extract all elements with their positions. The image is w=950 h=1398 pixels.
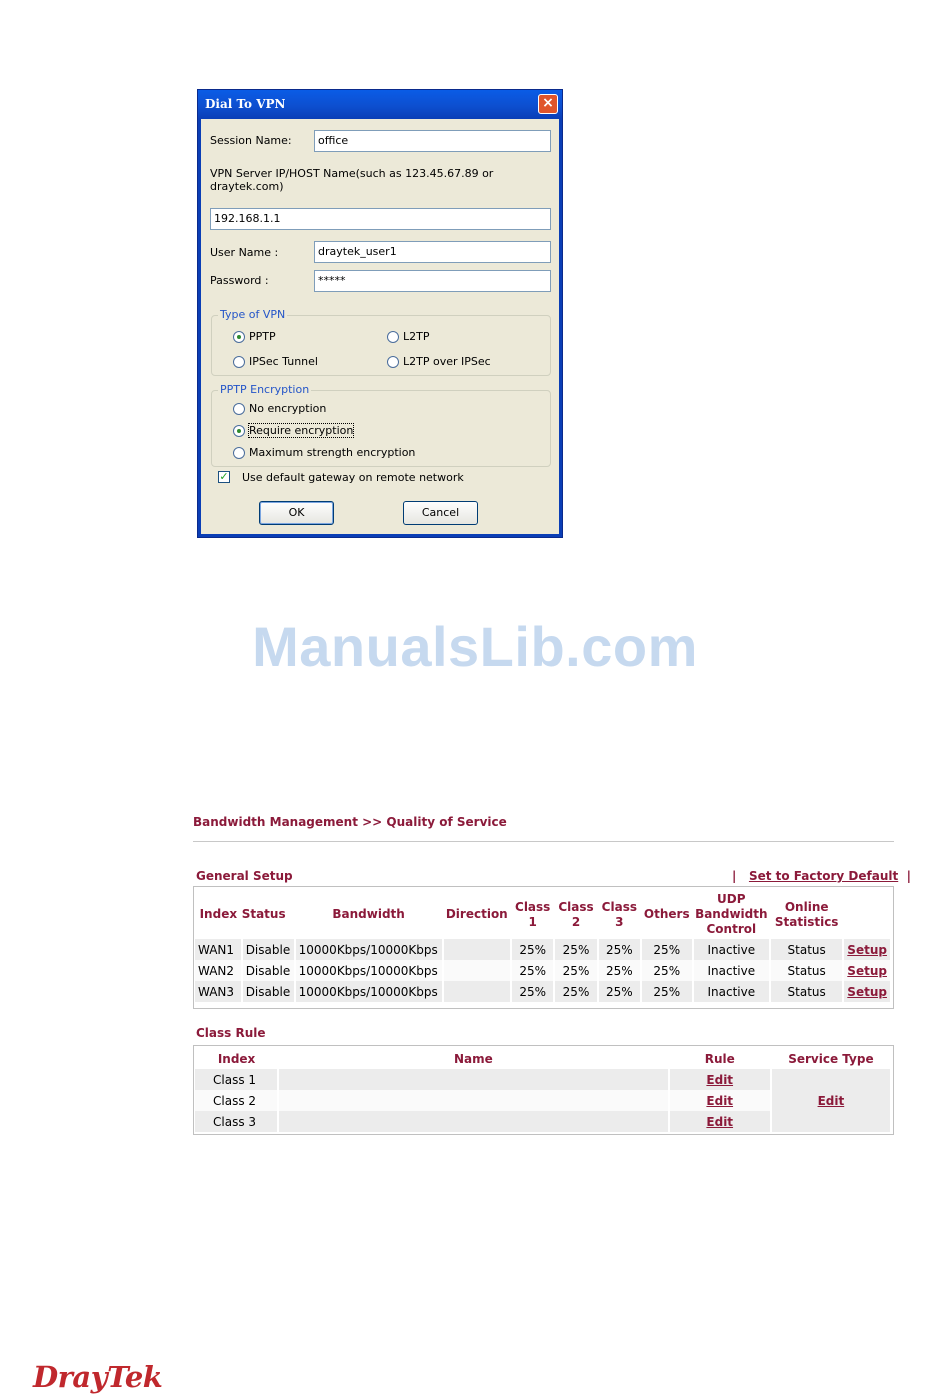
radio-pptp-label: PPTP <box>249 330 276 343</box>
encryption-legend: PPTP Encryption <box>220 383 310 396</box>
cell-others: 25% <box>641 939 693 960</box>
radio-l2tp-over-ipsec[interactable] <box>387 356 399 368</box>
user-name-input[interactable]: draytek_user1 <box>314 241 551 263</box>
server-input[interactable]: 192.168.1.1 <box>210 208 551 230</box>
cell-udp: Inactive <box>693 981 771 1002</box>
radio-require-encryption[interactable] <box>233 425 245 437</box>
radio-require-encryption-label: Require encryption <box>249 424 354 437</box>
radio-ipsec-tunnel[interactable] <box>233 356 245 368</box>
col-direction: Direction <box>445 907 508 921</box>
radio-max-encryption-label: Maximum strength encryption <box>249 446 416 459</box>
cell-class-rule <box>669 1090 771 1111</box>
col-udp-a: UDP <box>717 892 746 906</box>
factory-default-area <box>732 869 911 883</box>
ok-button[interactable]: OK <box>259 501 334 525</box>
edit-rule-link[interactable]: Edit <box>706 1093 734 1108</box>
col-class1-a: Class <box>515 899 551 914</box>
dialog-titlebar[interactable] <box>198 90 562 119</box>
col-class1 <box>511 890 554 939</box>
radio-ipsec-tunnel-label: IPSec Tunnel <box>249 355 318 368</box>
password-input[interactable]: ***** <box>314 270 551 292</box>
divider <box>193 841 894 842</box>
col-index: Index <box>199 907 238 921</box>
cell-status: Disable <box>242 981 295 1002</box>
cell-class-name <box>278 1090 669 1111</box>
general-setup-panel <box>193 886 894 1009</box>
table-row <box>195 1069 891 1090</box>
col-class3-b: 3 <box>615 914 624 929</box>
class-rule-panel <box>193 1045 894 1135</box>
cell-direction <box>443 981 511 1002</box>
default-gateway-checkbox[interactable]: ✓ <box>219 470 229 483</box>
col-others: Others <box>643 907 690 921</box>
col-action <box>843 890 891 939</box>
radio-l2tp-label: L2TP <box>403 330 430 343</box>
cell-class1: 25% <box>511 939 554 960</box>
radio-l2tp[interactable] <box>387 331 399 343</box>
cell-action <box>843 981 891 1002</box>
cell-online: Status <box>770 960 843 981</box>
cell-class2: 25% <box>554 939 597 960</box>
cell-class-rule <box>669 1069 771 1090</box>
cell-class2: 25% <box>554 981 597 1002</box>
table-row <box>195 960 891 981</box>
setup-link[interactable]: Setup <box>847 963 887 978</box>
cell-class2: 25% <box>554 960 597 981</box>
cell-class-rule <box>669 1111 771 1132</box>
col-bandwidth: Bandwidth <box>332 907 405 921</box>
cell-udp: Inactive <box>693 939 771 960</box>
cell-class-index: Class 2 <box>195 1090 278 1111</box>
vpn-type-group <box>211 308 551 376</box>
close-icon[interactable]: × <box>538 94 558 114</box>
class-rule-title: Class Rule <box>196 1026 266 1040</box>
cell-udp: Inactive <box>693 960 771 981</box>
draytek-logo: DrayTek <box>33 1360 163 1394</box>
col-udp-b: Bandwidth <box>695 907 768 921</box>
setup-link[interactable]: Setup <box>847 942 887 957</box>
cell-service-type <box>771 1069 891 1132</box>
radio-no-encryption-label: No encryption <box>249 402 327 415</box>
cell-index: WAN2 <box>195 960 242 981</box>
edit-rule-link[interactable]: Edit <box>706 1114 734 1129</box>
cell-class-name <box>278 1111 669 1132</box>
col-udp-c: Control <box>706 922 757 936</box>
watermark: ManualsLib.com <box>252 615 698 678</box>
cell-online: Status <box>770 981 843 1002</box>
cell-bandwidth: 10000Kbps/10000Kbps <box>295 960 443 981</box>
col-service-type: Service Type <box>788 1052 874 1066</box>
server-label: VPN Server IP/HOST Name(such as 123.45.67.89 or draytek.com) <box>210 167 494 193</box>
general-setup-title: General Setup <box>196 869 293 883</box>
setup-link[interactable]: Setup <box>847 984 887 999</box>
default-gateway-label: Use default gateway on remote network <box>242 471 464 484</box>
col-online-b: Statistics <box>774 914 839 929</box>
edit-service-type-link[interactable]: Edit <box>817 1093 845 1108</box>
password-label: Password : <box>210 274 269 287</box>
cell-status: Disable <box>242 939 295 960</box>
cell-others: 25% <box>641 981 693 1002</box>
col-class2-a: Class <box>558 899 594 914</box>
cell-action <box>843 939 891 960</box>
factory-sep-right: | <box>906 869 911 883</box>
class-rule-table <box>195 1049 892 1132</box>
cell-action <box>843 960 891 981</box>
cell-class1: 25% <box>511 981 554 1002</box>
vpn-type-legend: Type of VPN <box>220 308 286 321</box>
col-online-a: Online <box>784 899 829 914</box>
col-class3-a: Class <box>601 899 637 914</box>
factory-sep-left: | <box>732 869 737 883</box>
col-class3 <box>598 890 641 939</box>
col-class-index: Index <box>217 1052 256 1066</box>
col-class2-b: 2 <box>571 914 581 929</box>
encryption-group <box>211 383 551 467</box>
dialog-body <box>198 119 562 537</box>
factory-default-link[interactable]: Set to Factory Default <box>748 869 899 883</box>
cell-direction <box>443 960 511 981</box>
cell-class-index: Class 3 <box>195 1111 278 1132</box>
cell-others: 25% <box>641 960 693 981</box>
cell-class3: 25% <box>598 981 641 1002</box>
cell-online: Status <box>770 939 843 960</box>
radio-l2tp-over-ipsec-label: L2TP over IPSec <box>403 355 491 368</box>
col-online <box>770 890 843 939</box>
cell-class-name <box>278 1069 669 1090</box>
edit-rule-link[interactable]: Edit <box>706 1072 734 1087</box>
table-row <box>195 939 891 960</box>
cancel-button[interactable]: Cancel <box>403 501 478 525</box>
dial-to-vpn-dialog <box>197 89 563 538</box>
cell-status: Disable <box>242 960 295 981</box>
radio-pptp[interactable] <box>233 331 245 343</box>
session-name-label: Session Name: <box>210 134 292 147</box>
general-setup-table <box>195 890 892 1002</box>
col-class1-b: 1 <box>528 914 537 929</box>
cell-bandwidth: 10000Kbps/10000Kbps <box>295 981 443 1002</box>
col-class2 <box>554 890 597 939</box>
page-breadcrumb: Bandwidth Management >> Quality of Service <box>193 815 507 829</box>
cell-bandwidth: 10000Kbps/10000Kbps <box>295 939 443 960</box>
col-status: Status <box>241 907 286 921</box>
user-name-label: User Name : <box>210 246 279 259</box>
cell-index: WAN1 <box>195 939 242 960</box>
class-header-row <box>195 1049 891 1069</box>
cell-class-index: Class 1 <box>195 1069 278 1090</box>
dialog-title: Dial To VPN <box>205 97 286 111</box>
cell-direction <box>443 939 511 960</box>
col-class-rule: Rule <box>704 1052 735 1066</box>
cell-index: WAN3 <box>195 981 242 1002</box>
col-udp <box>693 890 771 939</box>
general-header-row <box>195 890 891 939</box>
cell-class3: 25% <box>598 960 641 981</box>
cell-class3: 25% <box>598 939 641 960</box>
radio-max-encryption[interactable] <box>233 447 245 459</box>
col-class-name: Name <box>453 1052 493 1066</box>
table-row <box>195 981 891 1002</box>
session-name-input[interactable]: office <box>314 130 551 152</box>
cell-class1: 25% <box>511 960 554 981</box>
radio-no-encryption[interactable] <box>233 403 245 415</box>
